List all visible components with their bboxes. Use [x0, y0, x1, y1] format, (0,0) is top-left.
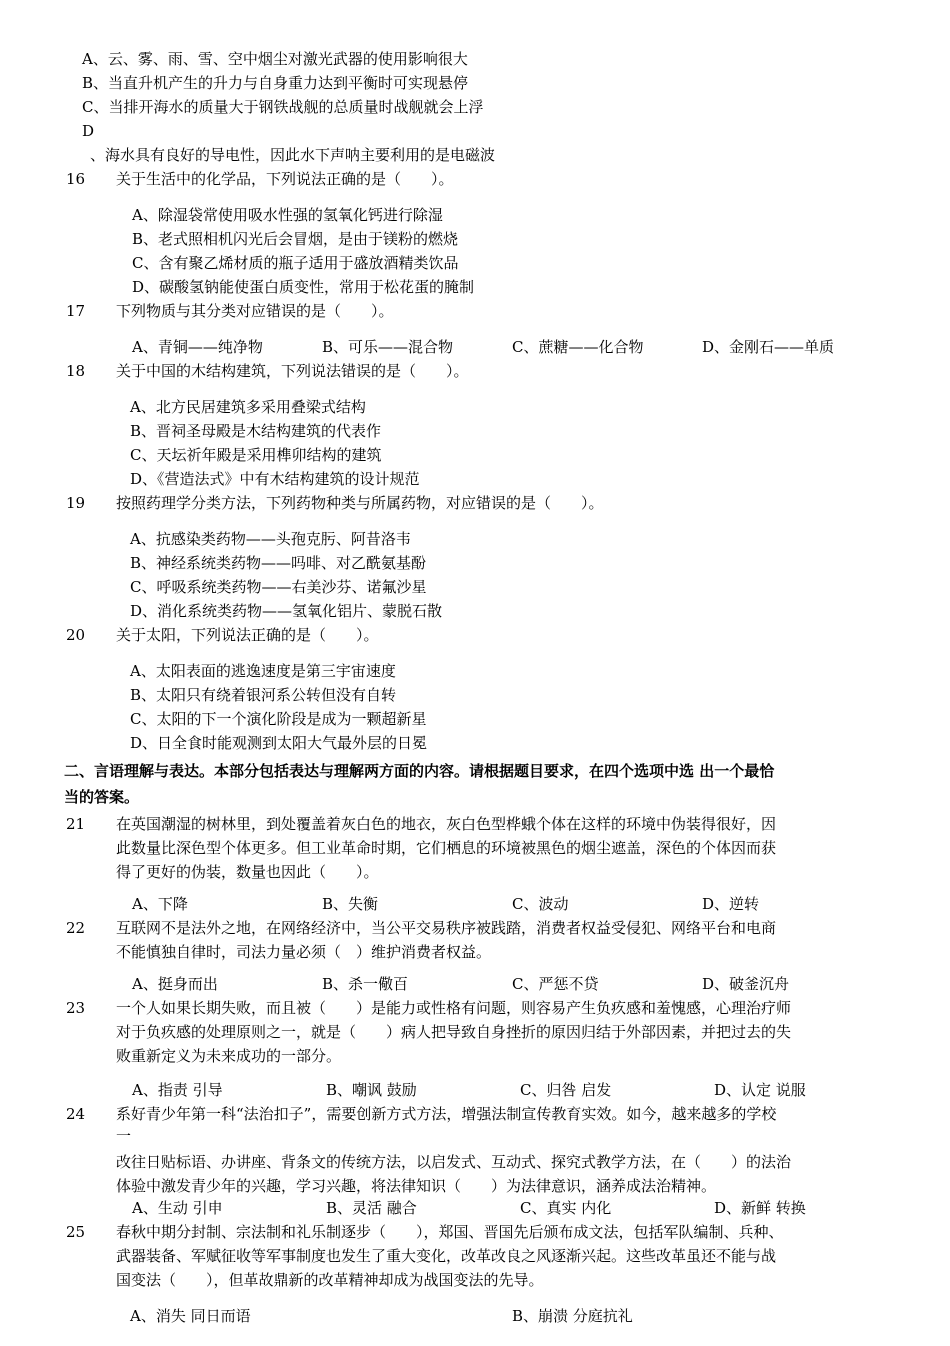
q24-option-b: B、灵活 融合 [326, 1199, 417, 1217]
q16-option-b: B、老式照相机闪光后会冒烟，是由于镁粉的燃烧 [132, 230, 459, 248]
q20-option-c: C、太阳的下一个演化阶段是成为一颗超新星 [130, 710, 427, 728]
q23-stem-line3: 败重新定义为未来成功的一部分。 [116, 1047, 342, 1065]
q17-option-d: D、金刚石——单质 [702, 338, 835, 356]
q19-number: 19 [66, 494, 86, 512]
q18-option-c: C、天坛祈年殿是采用榫卯结构的建筑 [130, 446, 382, 464]
q15-option-d-letter: D [82, 122, 95, 140]
q25-option-a: A、消失 同日而语 [130, 1307, 251, 1325]
q22-stem-line2: 不能慎独自律时，司法力量必须（ ）维护消费者权益。 [116, 943, 492, 961]
q21-number: 21 [66, 815, 86, 833]
q19-option-d: D、消化系统类药物——氢氧化铝片、蒙脱石散 [130, 602, 443, 620]
q20-number: 20 [66, 626, 86, 644]
q19-stem: 按照药理学分类方法，下列药物种类与所属药物，对应错误的是（ ）。 [116, 494, 604, 512]
q20-stem: 关于太阳，下列说法正确的是（ ）。 [116, 626, 379, 644]
q21-option-a: A、下降 [132, 895, 188, 913]
q19-option-a: A、抗感染类药物——头孢克肟、阿昔洛韦 [130, 530, 411, 548]
q22-number: 22 [66, 919, 86, 937]
q19-option-c: C、呼吸系统类药物——右美沙芬、诺氟沙星 [130, 578, 427, 596]
q23-option-b: B、嘲讽 鼓励 [326, 1081, 417, 1099]
q22-option-c: C、严惩不贷 [512, 975, 599, 993]
q20-option-b: B、太阳只有绕着银河系公转但没有自转 [130, 686, 397, 704]
q24-option-d: D、新鲜 转换 [714, 1199, 806, 1217]
q17-stem: 下列物质与其分类对应错误的是（ ）。 [116, 302, 394, 320]
q25-option-b: B、崩溃 分庭抗礼 [512, 1307, 633, 1325]
q25-stem-line3: 国变法（ ），但革故鼎新的改革精神却成为战国变法的先导。 [116, 1271, 544, 1289]
q18-stem: 关于中国的木结构建筑，下列说法错误的是（ ）。 [116, 362, 469, 380]
q15-option-d-text: 、海水具有良好的导电性，因此水下声呐主要利用的是电磁波 [90, 146, 496, 164]
q21-option-b: B、失衡 [322, 895, 379, 913]
q25-stem-line1: 春秋中期分封制、宗法制和礼乐制逐步（ ），郑国、晋国先后颁布成文法，包括军队编制、兵种、 [116, 1223, 784, 1241]
q23-stem-line1: 一个人如果长期失败，而且被（ ）是能力或性格有问题，则容易产生负疚感和羞愧感，心理治疗师 [116, 999, 792, 1017]
q21-stem-line3: 得了更好的伪装，数量也因此（ ）。 [116, 863, 379, 881]
q18-option-d: D、《营造法式》中有木结构建筑的设计规范 [130, 470, 420, 488]
q21-option-d: D、逆转 [702, 895, 760, 913]
q21-stem-line1: 在英国潮湿的树林里，到处覆盖着灰白色的地衣，灰白色型桦蛾个体在这样的环境中伪装得很好，因 [116, 815, 777, 833]
q21-option-c: C、波动 [512, 895, 569, 913]
q17-number: 17 [66, 302, 86, 320]
q23-number: 23 [66, 999, 86, 1017]
q18-option-b: B、晋祠圣母殿是木结构建筑的代表作 [130, 422, 382, 440]
q24-stem-line4: 体验中激发青少年的兴趣，学习兴趣，将法律知识（ ）为法律意识，涵养成法治精神。 [116, 1177, 717, 1195]
q16-stem: 关于生活中的化学品，下列说法正确的是（ ）。 [116, 170, 454, 188]
q23-stem-line2: 对于负疚感的处理原则之一，就是（ ）病人把导致自身挫折的原因归结于外部因素，并把过去的失 [116, 1023, 792, 1041]
q15-option-a: A、云、雾、雨、雪、空中烟尘对激光武器的使用影响很大 [82, 50, 468, 68]
q24-option-c: C、真实 内化 [520, 1199, 612, 1217]
q15-option-c: C、当排开海水的质量大于钢铁战舰的总质量时战舰就会上浮 [82, 98, 484, 116]
q24-stem-line2: 一 [116, 1127, 132, 1145]
q15-option-b: B、当直升机产生的升力与自身重力达到平衡时可实现悬停 [82, 74, 469, 92]
section-heading-line2: 当的答案。 [64, 788, 140, 806]
q25-stem-line2: 武器装备、军赋征收等军事制度也发生了重大变化，改革改良之风逐渐兴起。这些改革虽还不能与战 [116, 1247, 777, 1265]
q19-option-b: B、神经系统类药物——吗啡、对乙酰氨基酚 [130, 554, 427, 572]
q20-option-d: D、日全食时能观测到太阳大气最外层的日冕 [130, 734, 428, 752]
q24-option-a: A、生动 引申 [132, 1199, 223, 1217]
q24-stem-line3: 改往日贴标语、办讲座、背条文的传统方法，以启发式、互动式、探究式教学方法，在（ ）的法治 [116, 1153, 792, 1171]
q21-stem-line2: 此数量比深色型个体更多。但工业革命时期，它们栖息的环境被黑色的烟尘遮盖，深色的个体因而获 [116, 839, 777, 857]
q22-stem-line1: 互联网不是法外之地，在网络经济中，当公平交易秩序被践踏，消费者权益受侵犯、网络平台和电商 [116, 919, 777, 937]
q22-option-b: B、杀一儆百 [322, 975, 409, 993]
q16-number: 16 [66, 170, 86, 188]
q23-option-d: D、认定 说服 [714, 1081, 806, 1099]
q24-number: 24 [66, 1105, 86, 1123]
q20-option-a: A、太阳表面的逃逸速度是第三宇宙速度 [130, 662, 396, 680]
q16-option-c: C、含有聚乙烯材质的瓶子适用于盛放酒精类饮品 [132, 254, 459, 272]
q22-option-d: D、破釜沉舟 [702, 975, 790, 993]
q17-option-b: B、可乐——混合物 [322, 338, 454, 356]
q22-option-a: A、挺身而出 [132, 975, 218, 993]
q16-option-a: A、除湿袋常使用吸水性强的氢氧化钙进行除湿 [132, 206, 443, 224]
section-heading-line1: 二、言语理解与表达。本部分包括表达与理解两方面的内容。请根据题目要求，在四个选项中选 出一个最恰 [64, 762, 775, 780]
q17-option-a: A、青铜——纯净物 [132, 338, 263, 356]
q25-number: 25 [66, 1223, 86, 1241]
q18-option-a: A、北方民居建筑多采用叠梁式结构 [130, 398, 366, 416]
q16-option-d: D、碳酸氢钠能使蛋白质变性，常用于松花蛋的腌制 [132, 278, 475, 296]
q17-option-c: C、蔗糖——化合物 [512, 338, 644, 356]
q23-option-a: A、指责 引导 [132, 1081, 223, 1099]
q24-stem-line1: 系好青少年第一科“法治扣子”，需要创新方式方法，增强法制宣传教育实效。如今，越来越多的学校 [116, 1105, 777, 1123]
q18-number: 18 [66, 362, 86, 380]
q23-option-c: C、归咎 启发 [520, 1081, 612, 1099]
